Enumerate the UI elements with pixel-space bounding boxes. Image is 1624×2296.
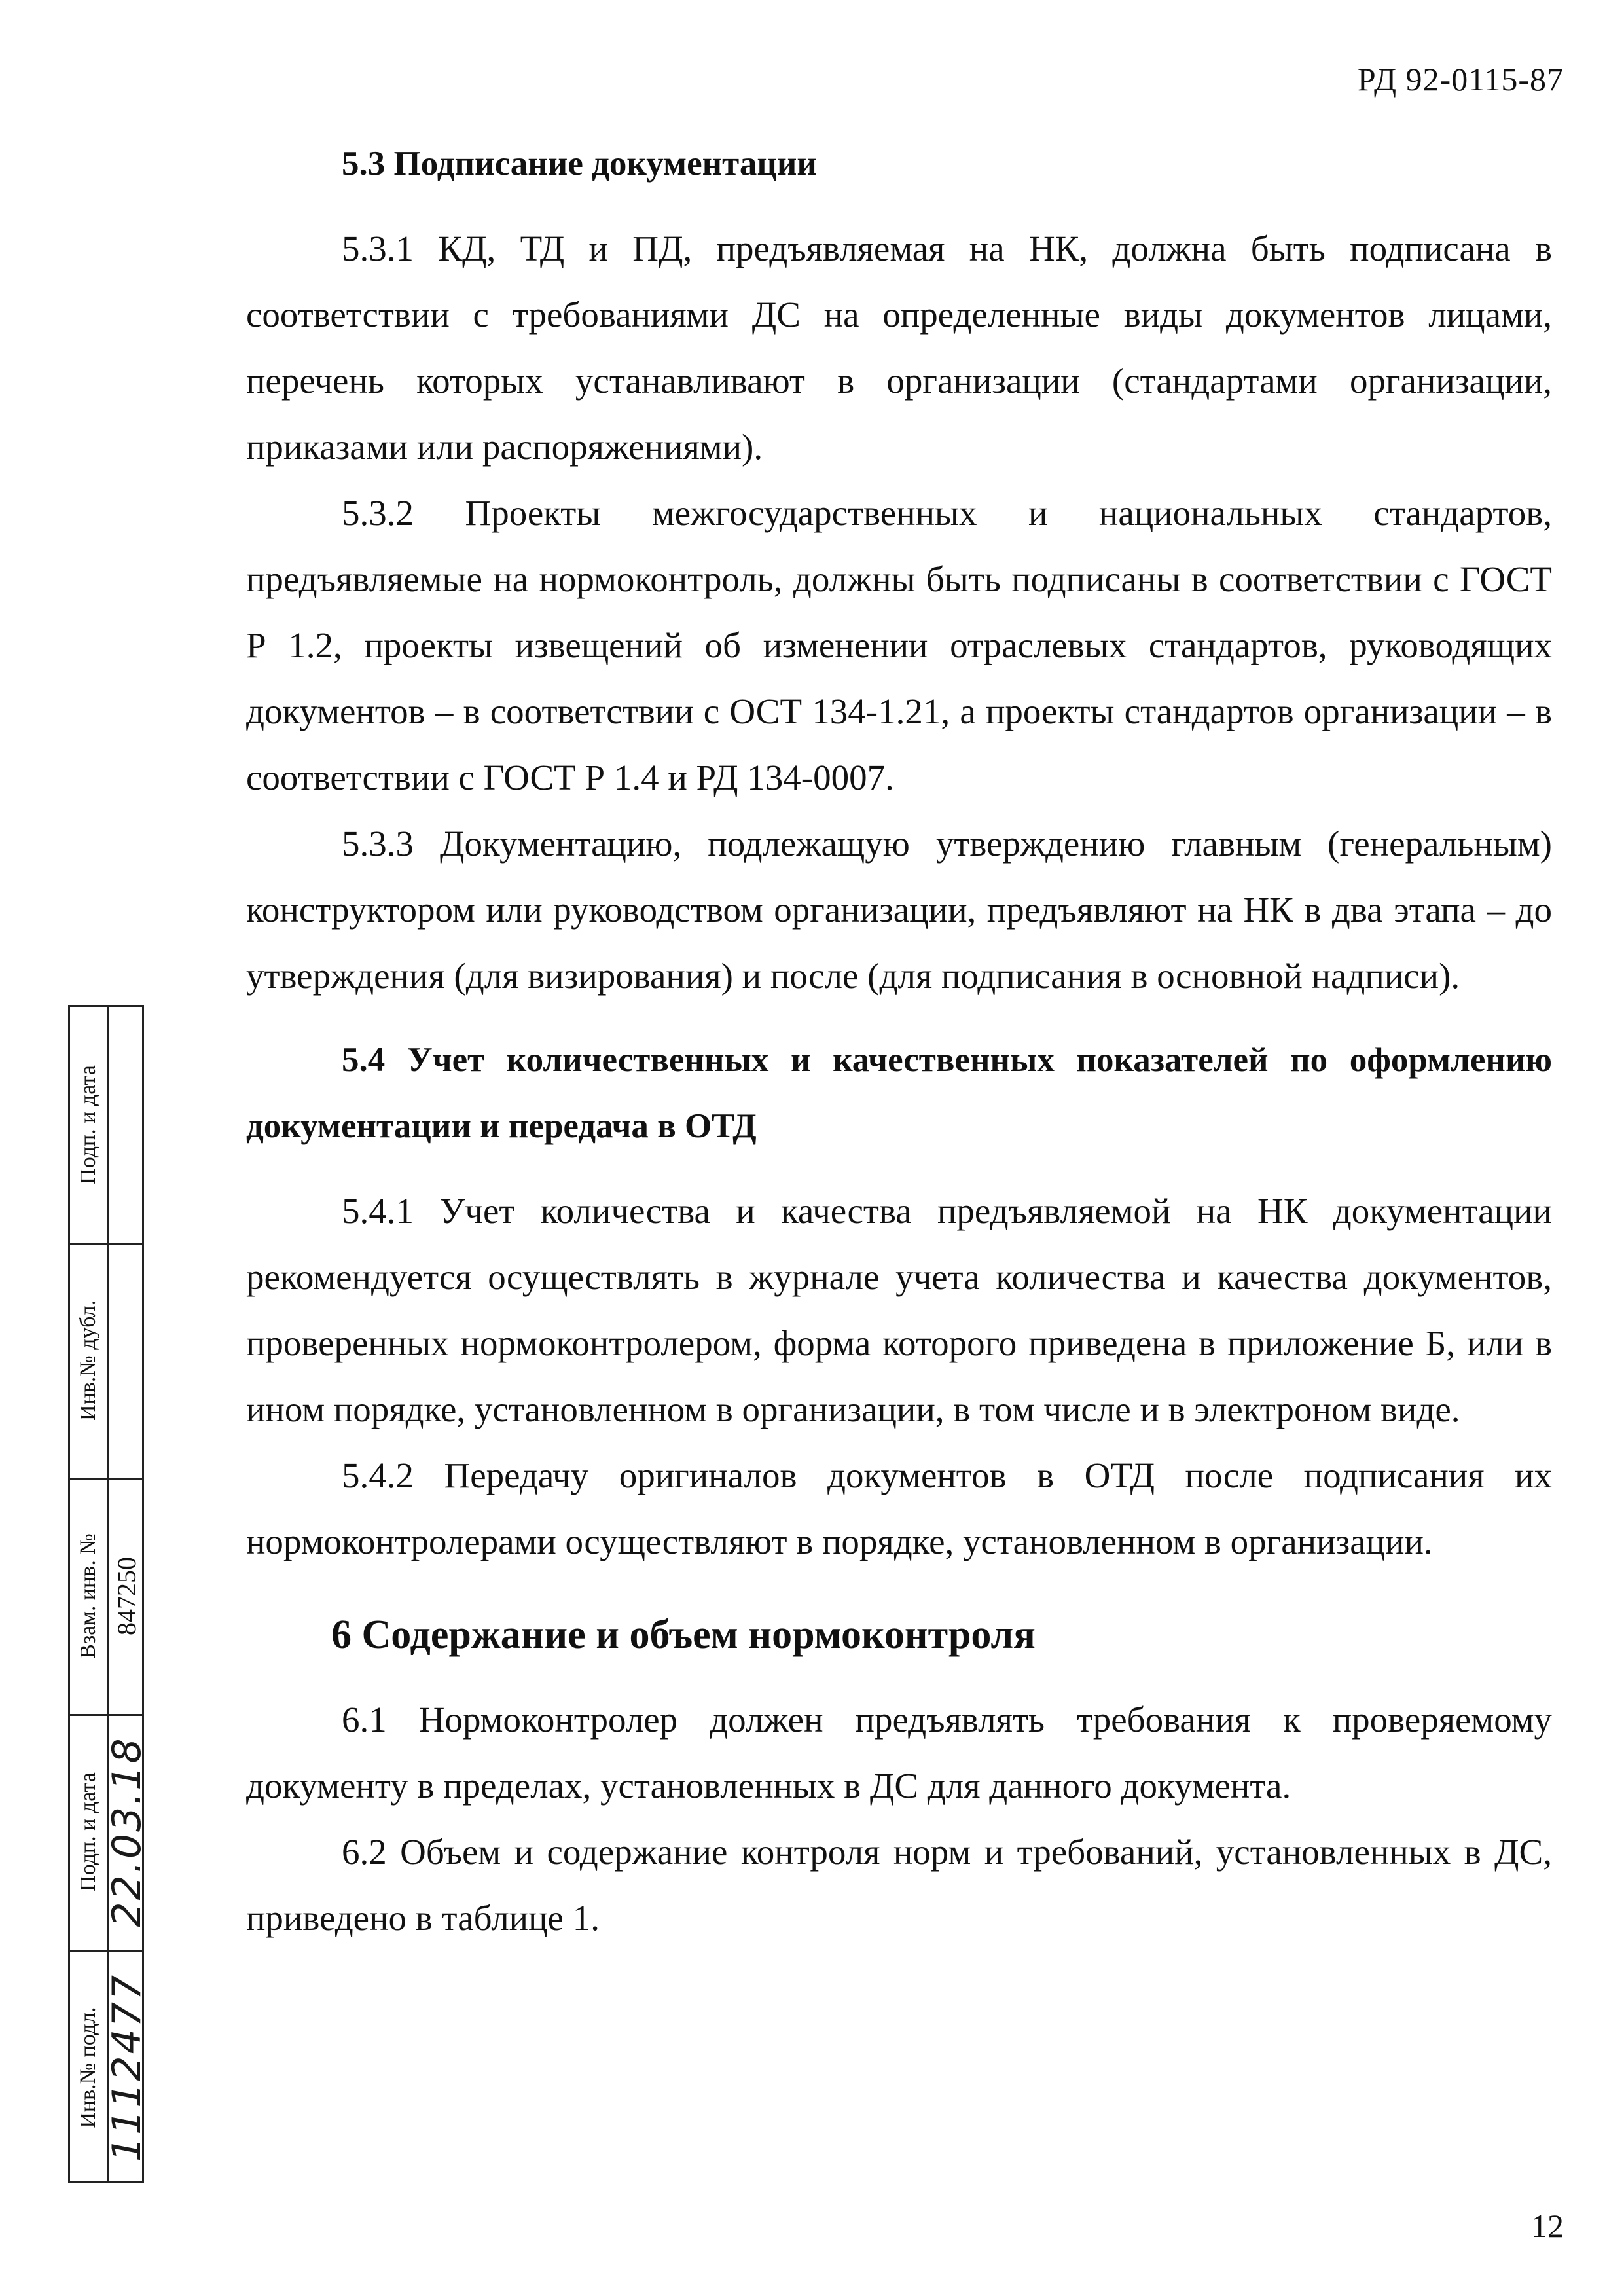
page-number: 12: [1531, 2208, 1564, 2244]
stamp-label-duplicate-inventory: Инв.№ дубл.: [76, 1300, 100, 1421]
stamp-label-original-inventory: Инв.№ подл.: [76, 2007, 100, 2128]
stamp-value-replacement-inventory: 847250: [112, 1557, 141, 1635]
margin-stamp-table: [68, 1005, 150, 2183]
stamp-value-duplicate-inventory: [109, 1249, 145, 1472]
document-code: РД 92-0115-87: [1357, 61, 1564, 98]
paragraph-5-4-1: 5.4.1 Учет количества и качества предъявляемой на НК документации рекомендуется осуществлять в журнале учета количества и качества документов, проверенных нормоконтролером, форма которого приведена в приложение Б, или в ином порядке, установленном в организации, в том числе и в электроном виде.: [246, 1191, 1552, 1429]
paragraph-5-4-2: 5.4.2 Передачу оригиналов документов в ОТД после подписания их нормоконтролерами осуществляют в порядке, установленном в организации.: [246, 1455, 1552, 1561]
page-content: [246, 131, 1552, 1951]
paragraph-5-3-1: 5.3.1 КД, ТД и ПД, предъявляемая на НК, должна быть подписана в соответствии с требованиями ДС на определенные виды документов лицами, перечень которых устанавливают в организации (стандартами организации, приказами или распоряжениями).: [246, 228, 1552, 467]
stamp-label-replacement-inventory: Взам. инв. №: [76, 1533, 100, 1659]
paragraph-5-3-3: 5.3.3 Документацию, подлежащую утверждению главным (генеральным) конструктором или руководством организации, предъявляют на НК в два этапа – до утверждения (для визирования) и после (для подписания в основной надписи).: [246, 824, 1552, 996]
stamp-row-divider: [70, 1950, 142, 1952]
stamp-handwritten-original-inventory: 1112477: [104, 1973, 150, 2162]
stamp-row-divider: [70, 1478, 142, 1480]
stamp-label-signature-date: Подп. и дата: [76, 1772, 100, 1891]
stamp-value-signature-date-top: [109, 1013, 145, 1236]
section-5-4-heading: 5.4 Учет количественных и качественных показателей по оформлению документации и передача в ОТД: [246, 1041, 1552, 1145]
section-6-heading: 6 Содержание и объем нормоконтроля: [331, 1613, 1036, 1657]
paragraph-6-1: 6.1 Нормоконтролер должен предъявлять требования к проверяемому документу в пределах, установленных в ДС для данного документа.: [246, 1700, 1552, 1806]
stamp-label-signature-date-top: Подп. и дата: [76, 1065, 100, 1184]
stamp-handwritten-signature-date: 22.03.18: [104, 1736, 150, 1927]
stamp-row-divider: [70, 1243, 142, 1245]
paragraph-6-2: 6.2 Объем и содержание контроля норм и требований, установленных в ДС, приведено в таблице 1.: [246, 1832, 1552, 1938]
paragraph-5-3-2: 5.3.2 Проекты межгосударственных и национальных стандартов, предъявляемые на нормоконтроль, должны быть подписаны в соответствии с ГОСТ Р 1.2, проекты извещений об изменении отраслевых стандартов, руководящих документов – в соответствии с ОСТ 134-1.21, а проекты стандартов организации – в соответствии с ГОСТ Р 1.4 и РД 134-0007.: [246, 493, 1552, 797]
stamp-row-divider: [70, 1714, 142, 1716]
section-5-3-heading: 5.3 Подписание документации: [342, 145, 817, 183]
